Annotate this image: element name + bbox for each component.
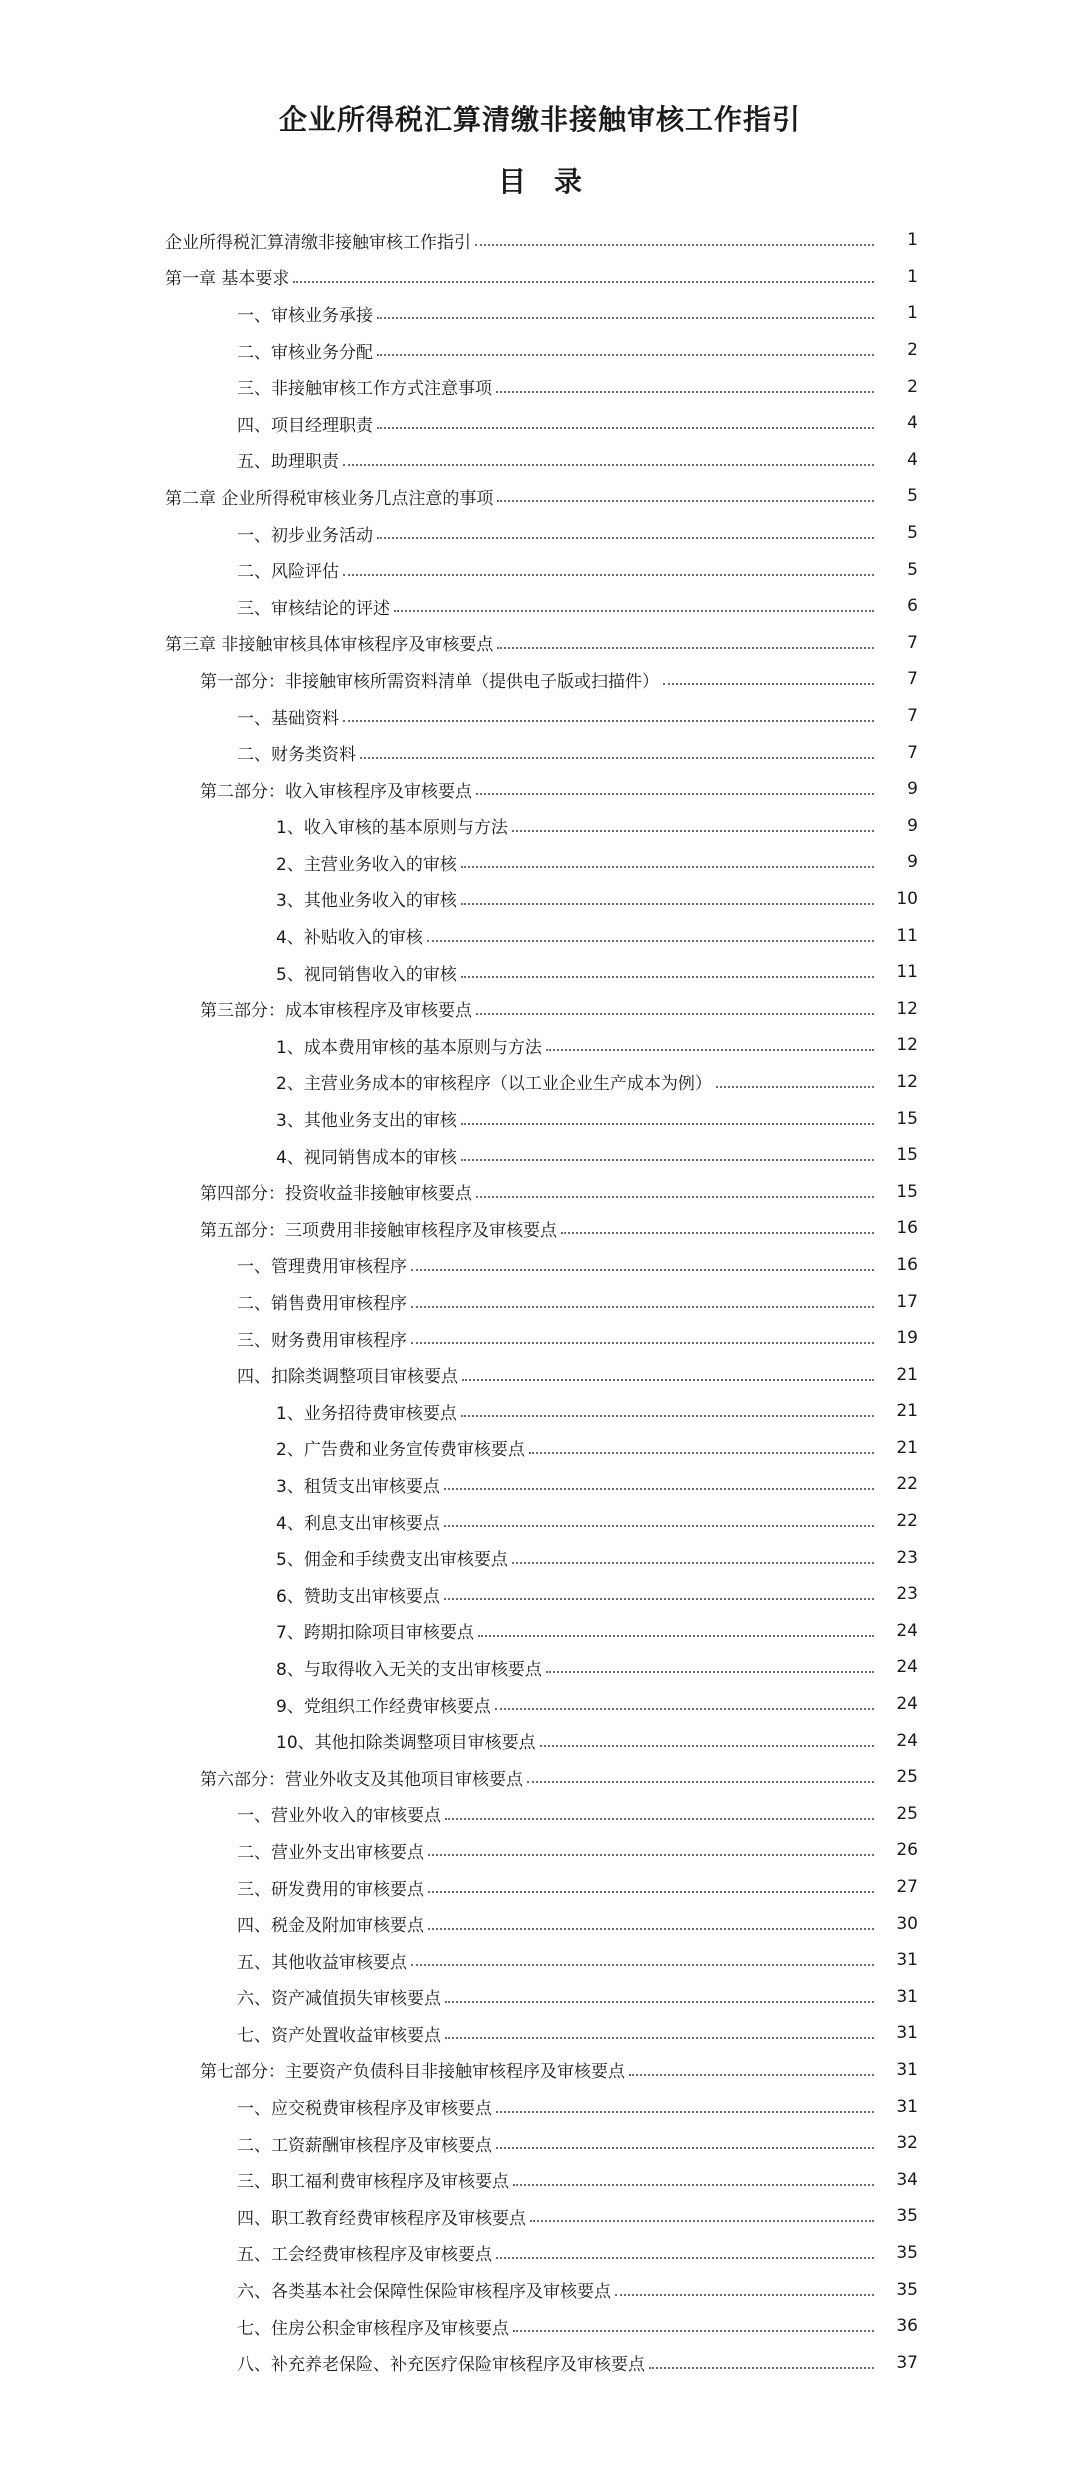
dot-leader bbox=[343, 464, 874, 466]
toc-entry-line bbox=[237, 1905, 918, 1942]
toc-entry-title: 4、补贴收入的审核 bbox=[276, 923, 423, 948]
dot-leader bbox=[497, 647, 874, 649]
toc-entry-page: 30 bbox=[896, 1913, 918, 1934]
toc-entry-title: 2、主营业务收入的审核 bbox=[276, 850, 457, 875]
toc-entry[interactable] bbox=[0, 1905, 1080, 1942]
toc-entry-title: 1、业务招待费审核要点 bbox=[276, 1399, 457, 1424]
toc-entry-line bbox=[276, 1137, 918, 1174]
dot-leader bbox=[411, 1306, 874, 1308]
dot-leader bbox=[444, 1598, 874, 1600]
toc-entry-title: 第一部分：非接触审核所需资料清单（提供电子版或扫描件） bbox=[200, 667, 659, 692]
toc-entry-line bbox=[276, 1539, 918, 1576]
toc-entry-page: 24 bbox=[896, 1694, 918, 1715]
toc-entry-page: 24 bbox=[896, 1620, 918, 1641]
dot-leader bbox=[546, 1049, 874, 1051]
toc-entry[interactable] bbox=[0, 990, 1080, 1027]
toc-entry-page: 9 bbox=[907, 852, 918, 873]
toc-entry-page: 31 bbox=[896, 2059, 918, 2080]
toc-entry[interactable] bbox=[0, 1320, 1080, 1357]
toc-entry-page: 4 bbox=[907, 449, 918, 470]
toc-entry-page: 17 bbox=[896, 1291, 918, 1312]
toc-entry-line bbox=[276, 881, 918, 918]
toc-entry-page: 27 bbox=[896, 1877, 918, 1898]
toc-entry[interactable] bbox=[0, 259, 1080, 296]
toc-entry-title: 三、审核结论的评述 bbox=[237, 594, 390, 619]
dot-leader bbox=[445, 2001, 874, 2003]
toc-entry-line bbox=[276, 954, 918, 991]
toc-entry[interactable] bbox=[0, 844, 1080, 881]
toc-entry-page: 22 bbox=[896, 1511, 918, 1532]
toc-entry-page: 2 bbox=[907, 340, 918, 361]
toc-entry[interactable] bbox=[0, 1722, 1080, 1759]
toc-entry-page: 7 bbox=[907, 669, 918, 690]
toc-entry[interactable] bbox=[0, 661, 1080, 698]
toc-entry-page: 11 bbox=[896, 962, 918, 983]
dot-leader bbox=[496, 2147, 874, 2149]
dot-leader bbox=[293, 281, 874, 283]
toc-entry-title: 第二部分：收入审核程序及审核要点 bbox=[200, 777, 472, 802]
toc-entry-title: 5、视同销售收入的审核 bbox=[276, 960, 457, 985]
toc-entry-page: 26 bbox=[896, 1840, 918, 1861]
dot-leader bbox=[377, 354, 874, 356]
toc-entry-line bbox=[200, 1759, 918, 1796]
toc-entry-page: 11 bbox=[896, 925, 918, 946]
dot-leader bbox=[445, 2037, 874, 2039]
toc-entry-line bbox=[276, 1649, 918, 1686]
toc-entry-line bbox=[237, 1283, 918, 1320]
toc-entry-page: 31 bbox=[896, 2023, 918, 2044]
toc-entry-title: 2、广告费和业务宣传费审核要点 bbox=[276, 1435, 525, 1460]
toc-entry-line bbox=[237, 2271, 918, 2308]
toc-entry-line bbox=[237, 332, 918, 369]
dot-leader bbox=[663, 683, 874, 685]
toc-entry[interactable] bbox=[0, 478, 1080, 515]
dot-leader bbox=[615, 2294, 874, 2296]
toc-entry-title: 2、主营业务成本的审核程序（以工业企业生产成本为例） bbox=[276, 1069, 712, 1094]
dot-leader bbox=[546, 1671, 874, 1673]
dot-leader bbox=[461, 903, 874, 905]
dot-leader bbox=[478, 1635, 874, 1637]
toc-entry-line bbox=[165, 625, 918, 662]
toc-entry-page: 25 bbox=[896, 1803, 918, 1824]
toc-entry-line bbox=[237, 1979, 918, 2016]
toc-entry-line bbox=[237, 2308, 918, 2345]
toc-entry-title: 四、税金及附加审核要点 bbox=[237, 1911, 424, 1936]
toc-entry[interactable] bbox=[0, 1759, 1080, 1796]
toc-entry-page: 7 bbox=[907, 632, 918, 653]
toc-entry-page: 24 bbox=[896, 1657, 918, 1678]
toc-entry-page: 9 bbox=[907, 779, 918, 800]
toc-entry-page: 24 bbox=[896, 1730, 918, 1751]
dot-leader bbox=[411, 1269, 874, 1271]
toc-entry-title: 一、管理费用审核程序 bbox=[237, 1252, 407, 1277]
toc-entry-line bbox=[237, 1247, 918, 1284]
toc-entry[interactable] bbox=[0, 2344, 1080, 2381]
toc-entry-page: 12 bbox=[896, 998, 918, 1019]
toc-entry-line bbox=[276, 1503, 918, 1540]
toc-entry-page: 31 bbox=[896, 2096, 918, 2117]
toc-entry[interactable] bbox=[0, 442, 1080, 479]
dot-leader bbox=[512, 1562, 874, 1564]
toc-entry-page: 21 bbox=[896, 1364, 918, 1385]
dot-leader bbox=[497, 500, 874, 502]
toc-entry-title: 五、助理职责 bbox=[237, 447, 339, 472]
toc-entry-line bbox=[237, 515, 918, 552]
dot-leader bbox=[343, 720, 874, 722]
toc-entry-line bbox=[276, 1027, 918, 1064]
dot-leader bbox=[476, 1196, 874, 1198]
toc-entry-title: 1、收入审核的基本原则与方法 bbox=[276, 813, 508, 838]
toc-entry-title: 1、成本费用审核的基本原则与方法 bbox=[276, 1033, 542, 1058]
dot-leader bbox=[377, 427, 874, 429]
toc-entry-line bbox=[276, 917, 918, 954]
toc-entry[interactable] bbox=[0, 1796, 1080, 1833]
toc-entry-line bbox=[200, 661, 918, 698]
dot-leader bbox=[476, 793, 874, 795]
toc-entry[interactable] bbox=[0, 405, 1080, 442]
toc-entry-line bbox=[276, 1722, 918, 1759]
toc-entry[interactable] bbox=[0, 1503, 1080, 1540]
toc-entry-title: 五、其他收益审核要点 bbox=[237, 1948, 407, 1973]
toc-entry[interactable] bbox=[0, 771, 1080, 808]
toc-entry-title: 4、视同销售成本的审核 bbox=[276, 1143, 457, 1168]
dot-leader bbox=[476, 1013, 874, 1015]
toc-entry-page: 7 bbox=[907, 742, 918, 763]
toc-entry-line bbox=[237, 1869, 918, 1906]
toc-entry-page: 10 bbox=[896, 888, 918, 909]
toc-entry[interactable] bbox=[0, 2088, 1080, 2125]
toc-entry-line bbox=[237, 551, 918, 588]
toc-entry-title: 6、赞助支出审核要点 bbox=[276, 1582, 440, 1607]
toc-entry-line bbox=[237, 1942, 918, 1979]
toc-entry-page: 15 bbox=[896, 1108, 918, 1129]
toc-entry-title: 一、应交税费审核程序及审核要点 bbox=[237, 2094, 492, 2119]
toc-entry-page: 22 bbox=[896, 1474, 918, 1495]
toc-entry-page: 1 bbox=[907, 303, 918, 324]
dot-leader bbox=[394, 610, 874, 612]
toc-entry[interactable] bbox=[0, 1832, 1080, 1869]
toc-entry[interactable] bbox=[0, 1430, 1080, 1467]
toc-entry-title: 5、佣金和手续费支出审核要点 bbox=[276, 1545, 508, 1570]
toc-entry[interactable] bbox=[0, 2125, 1080, 2162]
toc-entry-title: 四、项目经理职责 bbox=[237, 411, 373, 436]
toc-entry-page: 12 bbox=[896, 1071, 918, 1092]
toc-entry[interactable] bbox=[0, 222, 1080, 259]
toc-entry-title: 七、住房公积金审核程序及审核要点 bbox=[237, 2314, 509, 2339]
dot-leader bbox=[377, 537, 874, 539]
toc-entry-page: 15 bbox=[896, 1181, 918, 1202]
dot-leader bbox=[649, 2367, 874, 2369]
toc-entry[interactable] bbox=[0, 2015, 1080, 2052]
dot-leader bbox=[428, 1854, 874, 1856]
toc-entry-title: 3、其他业务收入的审核 bbox=[276, 886, 457, 911]
dot-leader bbox=[530, 2220, 874, 2222]
toc-entry-page: 31 bbox=[896, 1950, 918, 1971]
toc-entry[interactable] bbox=[0, 551, 1080, 588]
toc-entry-line bbox=[237, 2088, 918, 2125]
dot-leader bbox=[461, 1415, 874, 1417]
toc-entry[interactable] bbox=[0, 917, 1080, 954]
toc-entry-line bbox=[237, 368, 918, 405]
toc-entry-title: 3、其他业务支出的审核 bbox=[276, 1106, 457, 1131]
toc-entry-line bbox=[237, 2125, 918, 2162]
toc-entry-title: 七、资产处置收益审核要点 bbox=[237, 2021, 441, 2046]
dot-leader bbox=[495, 1708, 874, 1710]
toc-entry[interactable] bbox=[0, 1942, 1080, 1979]
toc-entry-line bbox=[237, 734, 918, 771]
toc-entry[interactable] bbox=[0, 295, 1080, 332]
toc-entry-title: 三、非接触审核工作方式注意事项 bbox=[237, 374, 492, 399]
toc-entry-line bbox=[200, 1210, 918, 1247]
dot-leader bbox=[527, 1781, 874, 1783]
toc-entry-line bbox=[237, 295, 918, 332]
dot-leader bbox=[561, 1232, 874, 1234]
toc-entry[interactable] bbox=[0, 368, 1080, 405]
dot-leader bbox=[360, 757, 874, 759]
toc-entry[interactable] bbox=[0, 1283, 1080, 1320]
dot-leader bbox=[496, 2111, 874, 2113]
toc-entry-page: 31 bbox=[896, 1986, 918, 2007]
toc-entry[interactable] bbox=[0, 1356, 1080, 1393]
toc-entry-page: 21 bbox=[896, 1401, 918, 1422]
toc-entry-title: 二、风险评估 bbox=[237, 557, 339, 582]
toc-entry[interactable] bbox=[0, 1027, 1080, 1064]
toc-entry[interactable] bbox=[0, 1064, 1080, 1101]
toc-entry[interactable] bbox=[0, 954, 1080, 991]
toc-entry-line bbox=[200, 2052, 918, 2089]
toc-entry[interactable] bbox=[0, 1576, 1080, 1613]
toc-entry-title: 二、销售费用审核程序 bbox=[237, 1289, 407, 1314]
toc-entry[interactable] bbox=[0, 1686, 1080, 1723]
toc-entry-title: 第四部分：投资收益非接触审核要点 bbox=[200, 1179, 472, 1204]
dot-leader bbox=[513, 2184, 874, 2186]
toc-entry-page: 36 bbox=[896, 2316, 918, 2337]
toc-entry[interactable] bbox=[0, 1137, 1080, 1174]
toc-entry-title: 一、审核业务承接 bbox=[237, 301, 373, 326]
dot-leader bbox=[629, 2074, 874, 2076]
toc-entry[interactable] bbox=[0, 1247, 1080, 1284]
toc-entry-page: 16 bbox=[896, 1254, 918, 1275]
toc-entry-title: 六、各类基本社会保障性保险审核程序及审核要点 bbox=[237, 2277, 611, 2302]
toc-entry-line bbox=[276, 1466, 918, 1503]
toc-entry-title: 4、利息支出审核要点 bbox=[276, 1509, 440, 1534]
toc-entry-title: 四、职工教育经费审核程序及审核要点 bbox=[237, 2204, 526, 2229]
dot-leader bbox=[427, 940, 874, 942]
toc-entry[interactable] bbox=[0, 2235, 1080, 2272]
toc-entry-line bbox=[237, 2235, 918, 2272]
toc-entry-title: 第一章 基本要求 bbox=[165, 264, 289, 289]
dot-leader bbox=[540, 1745, 874, 1747]
toc-entry[interactable] bbox=[0, 2198, 1080, 2235]
toc-entry-page: 5 bbox=[907, 523, 918, 544]
toc-entry-line bbox=[237, 588, 918, 625]
toc-entry-page: 5 bbox=[907, 559, 918, 580]
toc-entry-line bbox=[237, 698, 918, 735]
toc-entry-line bbox=[237, 2161, 918, 2198]
toc-entry[interactable] bbox=[0, 1466, 1080, 1503]
toc-entry-line bbox=[237, 442, 918, 479]
toc-entry[interactable] bbox=[0, 2052, 1080, 2089]
dot-leader bbox=[461, 1123, 874, 1125]
toc-entry-page: 37 bbox=[896, 2352, 918, 2373]
toc-heading: 目 录 bbox=[497, 165, 582, 198]
toc-entry-page: 19 bbox=[896, 1328, 918, 1349]
toc-entry-title: 八、补充养老保险、补充医疗保险审核程序及审核要点 bbox=[237, 2350, 645, 2375]
dot-leader bbox=[461, 1159, 874, 1161]
toc-entry[interactable] bbox=[0, 1210, 1080, 1247]
toc-entry-line bbox=[276, 1613, 918, 1650]
toc-entry-page: 2 bbox=[907, 376, 918, 397]
toc-entry-title: 二、工资薪酬审核程序及审核要点 bbox=[237, 2131, 492, 2156]
toc-entry-title: 第七部分：主要资产负债科目非接触审核程序及审核要点 bbox=[200, 2057, 625, 2082]
toc-entry-page: 1 bbox=[907, 266, 918, 287]
toc-entry-line bbox=[276, 1430, 918, 1467]
toc-entry-page: 4 bbox=[907, 413, 918, 434]
toc-entry-title: 8、与取得收入无关的支出审核要点 bbox=[276, 1655, 542, 1680]
toc-entry-title: 三、财务费用审核程序 bbox=[237, 1326, 407, 1351]
toc-entry-title: 三、职工福利费审核程序及审核要点 bbox=[237, 2167, 509, 2192]
dot-leader bbox=[411, 1964, 874, 1966]
dot-leader bbox=[461, 866, 874, 868]
toc-entry[interactable] bbox=[0, 332, 1080, 369]
toc-entry-page: 6 bbox=[907, 596, 918, 617]
dot-leader bbox=[462, 1379, 874, 1381]
toc-entry-page: 35 bbox=[896, 2206, 918, 2227]
toc-entry-title: 一、初步业务活动 bbox=[237, 521, 373, 546]
dot-leader bbox=[475, 244, 874, 246]
toc-entry-line bbox=[237, 405, 918, 442]
toc-entry[interactable] bbox=[0, 588, 1080, 625]
toc-entry[interactable] bbox=[0, 2161, 1080, 2198]
toc-entry-line bbox=[200, 1173, 918, 1210]
toc-entry[interactable] bbox=[0, 625, 1080, 662]
dot-leader bbox=[428, 1928, 874, 1930]
toc-entry-title: 7、跨期扣除项目审核要点 bbox=[276, 1618, 474, 1643]
toc-entry-line bbox=[276, 1393, 918, 1430]
toc-entry-title: 二、财务类资料 bbox=[237, 740, 356, 765]
toc-entry-page: 21 bbox=[896, 1437, 918, 1458]
toc-entry-page: 35 bbox=[896, 2242, 918, 2263]
toc-entry-line bbox=[200, 990, 918, 1027]
toc-entry-line bbox=[165, 222, 918, 259]
dot-leader bbox=[461, 976, 874, 978]
toc-entry[interactable] bbox=[0, 698, 1080, 735]
toc-entry-title: 六、资产减值损失审核要点 bbox=[237, 1984, 441, 2009]
toc-entry-page: 23 bbox=[896, 1547, 918, 1568]
toc-entry-page: 9 bbox=[907, 815, 918, 836]
table-of-contents bbox=[0, 222, 1080, 2381]
toc-entry[interactable] bbox=[0, 1979, 1080, 2016]
toc-entry-page: 1 bbox=[907, 230, 918, 251]
toc-entry-page: 5 bbox=[907, 486, 918, 507]
toc-entry-page: 35 bbox=[896, 2279, 918, 2300]
toc-entry-title: 四、扣除类调整项目审核要点 bbox=[237, 1362, 458, 1387]
dot-leader bbox=[512, 830, 874, 832]
toc-entry-title: 二、审核业务分配 bbox=[237, 338, 373, 363]
toc-entry-line bbox=[276, 1100, 918, 1137]
document-title: 企业所得税汇算清缴非接触审核工作指引 bbox=[278, 103, 801, 136]
toc-entry-line bbox=[276, 844, 918, 881]
toc-entry-title: 10、其他扣除类调整项目审核要点 bbox=[276, 1728, 536, 1753]
toc-entry-page: 23 bbox=[896, 1584, 918, 1605]
toc-entry[interactable] bbox=[0, 1100, 1080, 1137]
toc-entry[interactable] bbox=[0, 734, 1080, 771]
toc-entry[interactable] bbox=[0, 808, 1080, 845]
toc-entry-title: 企业所得税汇算清缴非接触审核工作指引 bbox=[165, 228, 471, 253]
toc-entry-title: 第六部分：营业外收支及其他项目审核要点 bbox=[200, 1765, 523, 1790]
dot-leader bbox=[496, 2257, 874, 2259]
toc-entry-title: 第五部分：三项费用非接触审核程序及审核要点 bbox=[200, 1216, 557, 1241]
toc-entry-line bbox=[237, 1320, 918, 1357]
dot-leader bbox=[445, 1818, 874, 1820]
toc-entry-line bbox=[237, 2015, 918, 2052]
toc-entry[interactable] bbox=[0, 515, 1080, 552]
dot-leader bbox=[444, 1488, 874, 1490]
toc-entry-line bbox=[276, 808, 918, 845]
toc-entry[interactable] bbox=[0, 1649, 1080, 1686]
toc-entry[interactable] bbox=[0, 2271, 1080, 2308]
dot-leader bbox=[411, 1342, 874, 1344]
toc-entry-line bbox=[165, 478, 918, 515]
toc-entry-line bbox=[276, 1576, 918, 1613]
toc-entry-line bbox=[276, 1064, 918, 1101]
toc-entry[interactable] bbox=[0, 1613, 1080, 1650]
toc-entry-line bbox=[237, 1832, 918, 1869]
toc-entry-line bbox=[237, 1796, 918, 1833]
dot-leader bbox=[716, 1086, 874, 1088]
toc-entry-line bbox=[237, 1356, 918, 1393]
toc-entry[interactable] bbox=[0, 1173, 1080, 1210]
toc-entry-line bbox=[200, 771, 918, 808]
toc-entry[interactable] bbox=[0, 1393, 1080, 1430]
toc-entry-title: 9、党组织工作经费审核要点 bbox=[276, 1692, 491, 1717]
toc-entry-title: 一、营业外收入的审核要点 bbox=[237, 1801, 441, 1826]
toc-entry[interactable] bbox=[0, 881, 1080, 918]
toc-entry-page: 7 bbox=[907, 706, 918, 727]
toc-entry-page: 16 bbox=[896, 1218, 918, 1239]
dot-leader bbox=[444, 1525, 874, 1527]
toc-entry-title: 第三章 非接触审核具体审核程序及审核要点 bbox=[165, 630, 493, 655]
toc-entry-page: 34 bbox=[896, 2169, 918, 2190]
toc-entry-title: 二、营业外支出审核要点 bbox=[237, 1838, 424, 1863]
dot-leader bbox=[428, 1891, 874, 1893]
toc-entry-page: 12 bbox=[896, 1035, 918, 1056]
toc-entry-title: 一、基础资料 bbox=[237, 704, 339, 729]
toc-entry-title: 三、研发费用的审核要点 bbox=[237, 1875, 424, 1900]
dot-leader bbox=[529, 1452, 874, 1454]
toc-entry[interactable] bbox=[0, 2308, 1080, 2345]
dot-leader bbox=[496, 391, 874, 393]
dot-leader bbox=[343, 574, 874, 576]
toc-entry-title: 五、工会经费审核程序及审核要点 bbox=[237, 2240, 492, 2265]
dot-leader bbox=[513, 2330, 874, 2332]
toc-entry-title: 3、租赁支出审核要点 bbox=[276, 1472, 440, 1497]
toc-entry[interactable] bbox=[0, 1869, 1080, 1906]
toc-entry-title: 第三部分：成本审核程序及审核要点 bbox=[200, 996, 472, 1021]
toc-entry-line bbox=[276, 1686, 918, 1723]
toc-entry[interactable] bbox=[0, 1539, 1080, 1576]
toc-entry-line bbox=[237, 2198, 918, 2235]
toc-entry-line bbox=[237, 2344, 918, 2381]
toc-entry-line bbox=[165, 259, 918, 296]
toc-entry-page: 32 bbox=[896, 2133, 918, 2154]
toc-entry-page: 25 bbox=[896, 1767, 918, 1788]
toc-entry-page: 15 bbox=[896, 1145, 918, 1166]
dot-leader bbox=[377, 317, 874, 319]
toc-entry-title: 第二章 企业所得税审核业务几点注意的事项 bbox=[165, 484, 493, 509]
